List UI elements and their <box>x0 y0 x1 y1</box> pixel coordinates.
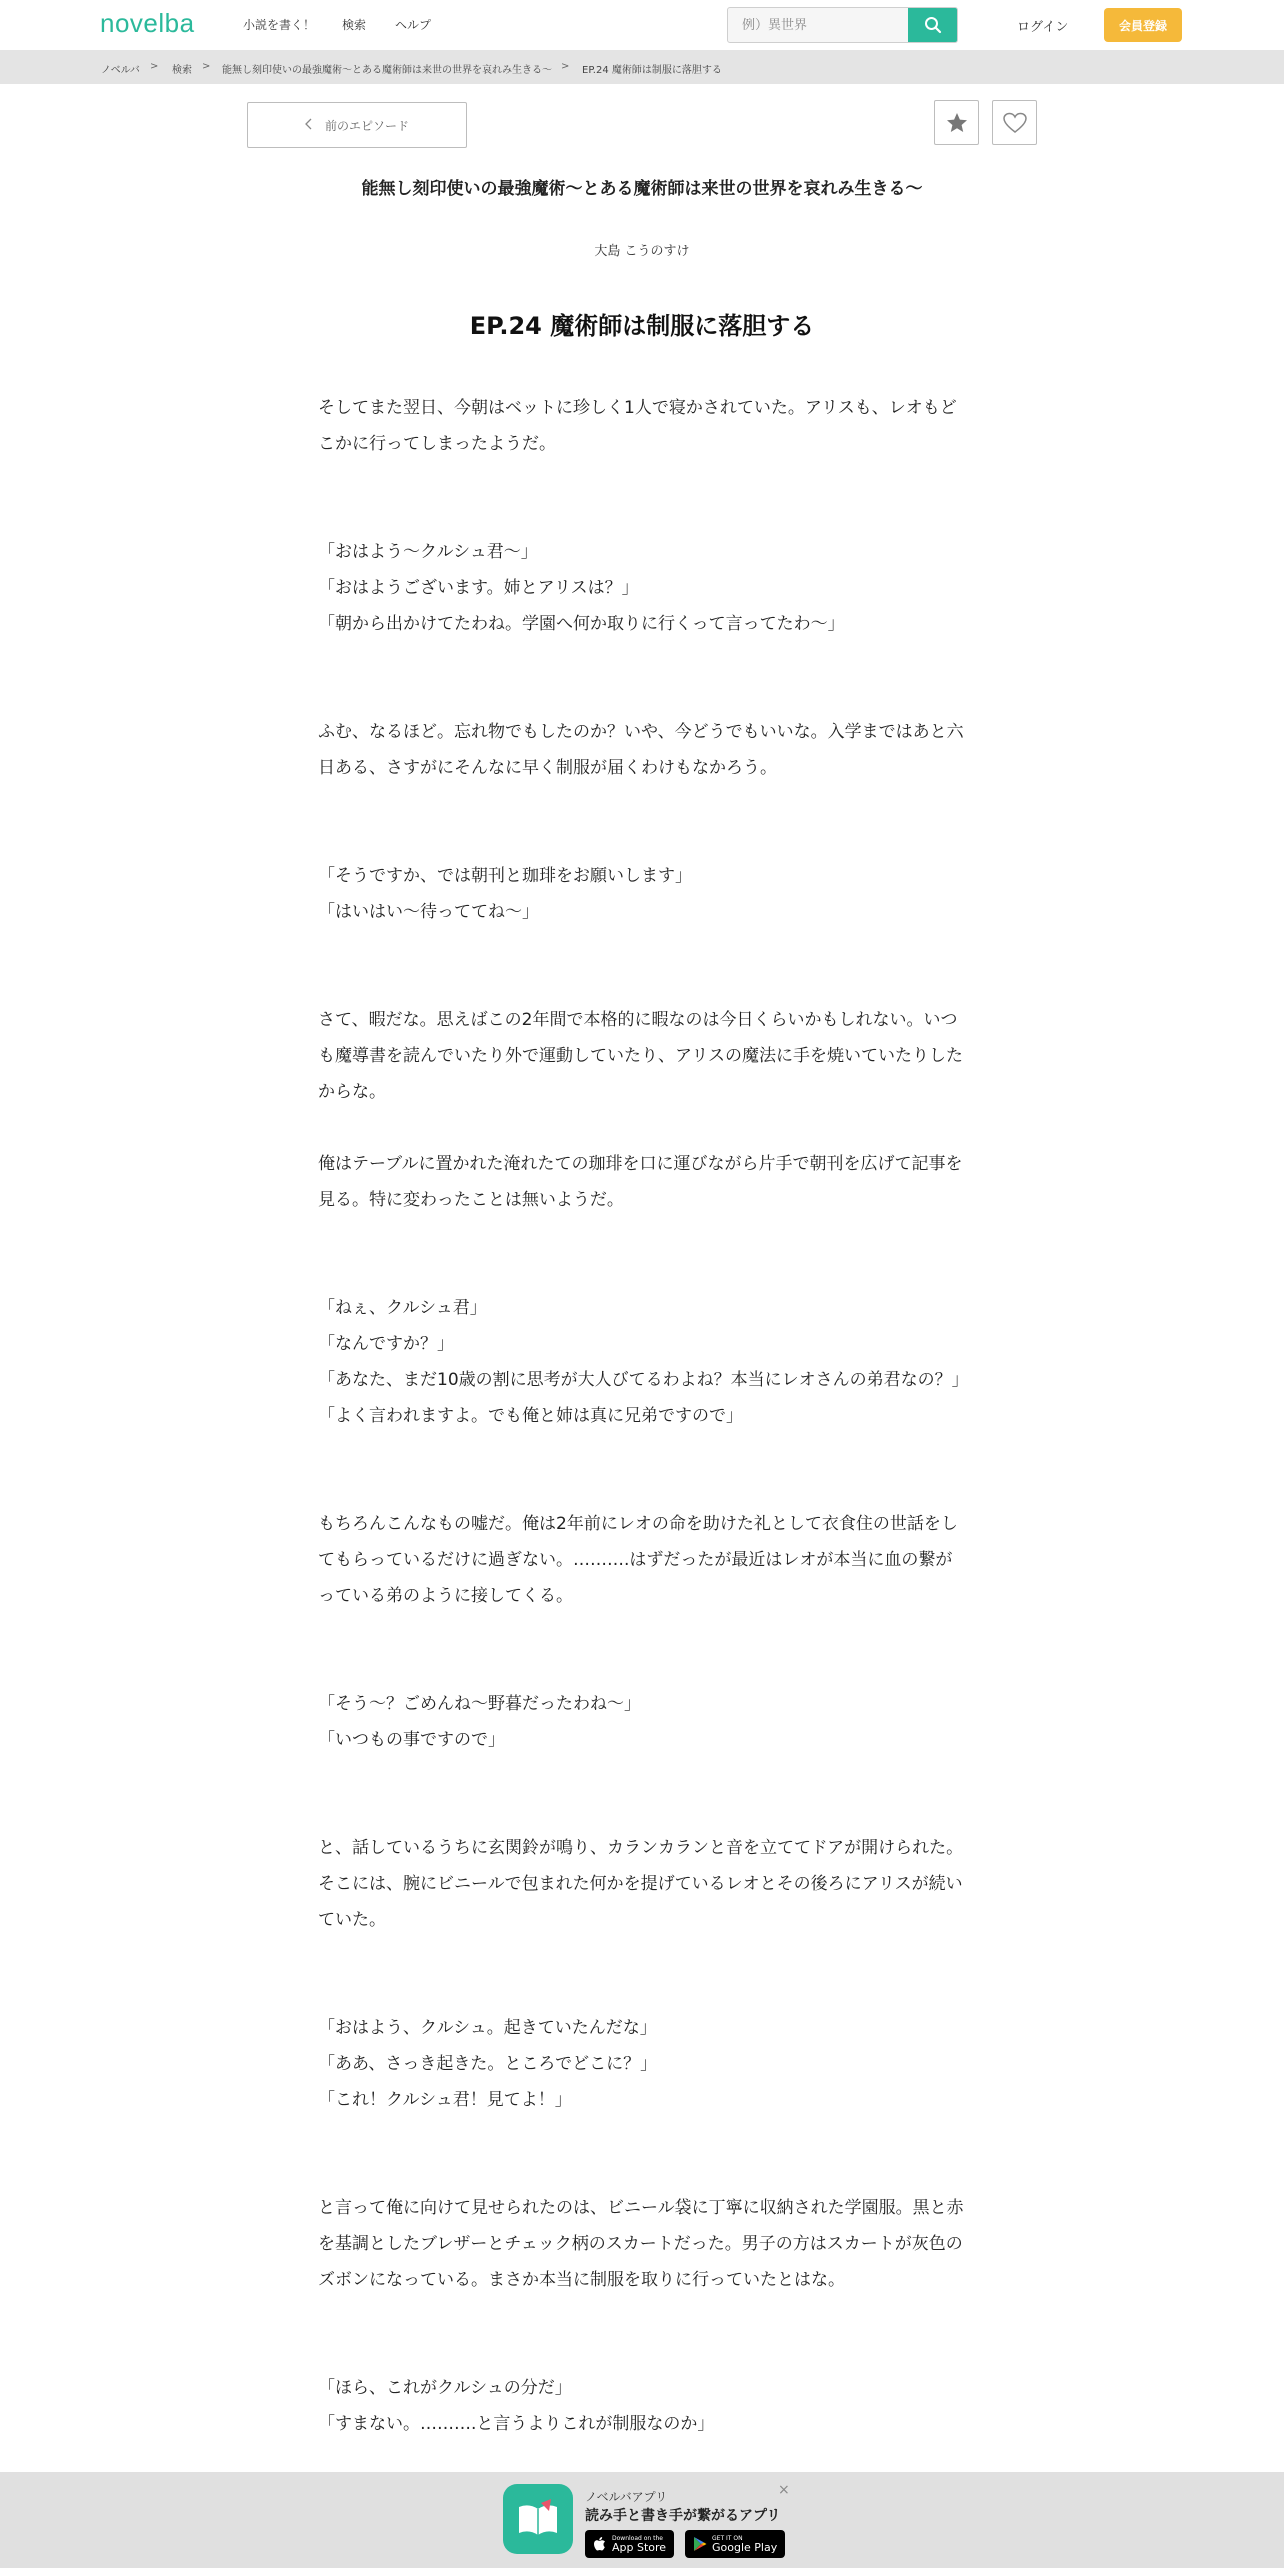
body-paragraph: 「おはよう〜クルシュ君〜」 <box>318 542 538 562</box>
nav-search[interactable]: 検索 <box>342 18 367 32</box>
breadcrumb-separator: > <box>561 61 570 72</box>
nav-help[interactable]: ヘルプ <box>395 18 432 32</box>
body-paragraph: 「おはようございます。姉とアリスは？」 <box>318 578 639 598</box>
body-paragraph: 「ねぇ、クルシュ君」 <box>318 1298 487 1318</box>
body-paragraph: 「はいはい〜待っててね〜」 <box>318 902 539 922</box>
episode-title: EP.24 魔術師は制服に落胆する <box>469 312 815 340</box>
body-paragraph: 「これ！クルシュ君！見てよ！」 <box>318 2090 572 2110</box>
search-input[interactable] <box>728 8 908 42</box>
search-box <box>727 7 958 43</box>
breadcrumb-item-work[interactable]: 能無し刻印使いの最強魔術〜とある魔術師は来世の世界を哀れみ生きる〜 <box>222 65 552 76</box>
body-paragraph: 「そう〜？ごめんね〜野暮だったわね〜」 <box>318 1694 641 1714</box>
body-paragraph: 「朝から出かけてたわね。学園へ何か取りに行くって言ってたわ〜」 <box>318 614 845 634</box>
body-paragraph: ふむ、なるほど。忘れ物でもしたのか？いや、今どうでもいいな。入学まではあと六日ある、さすがにそんなに早く制服が届くわけもなかろう。 <box>318 722 964 778</box>
app-icon[interactable] <box>503 2484 573 2554</box>
breadcrumb-separator: > <box>202 61 211 72</box>
app-store-label: App Store <box>612 2540 667 2554</box>
breadcrumb <box>0 50 1284 84</box>
app-store-caption: Download on the <box>612 2534 663 2542</box>
body-paragraph: 俺はテーブルに置かれた淹れたての珈琲を口に運びながら片手で朝刊を広げて記事を見る。特に変わったことは無いようだ。 <box>318 1154 963 1210</box>
breadcrumb-item-home[interactable]: ノベルバ <box>101 65 140 76</box>
previous-episode-button[interactable] <box>247 102 467 148</box>
app-promo-banner <box>0 2472 1284 2568</box>
body-paragraph: と、話しているうちに玄関鈴が鳴り、カランカランと音を立ててドアが開けられた。そこには、腕にビニールで包まれた何かを提げているレオとその後ろにアリスが続いていた。 <box>318 1838 964 1930</box>
body-paragraph: 「ほら、これがクルシュの分だ」 <box>318 2378 572 2398</box>
body-paragraph: そしてまた翌日、今朝はベットに珍しく1人で寝かされていた。アリスも、レオもどこかに行ってしまったようだ。 <box>318 398 957 454</box>
login-link[interactable]: ログイン <box>1017 20 1069 35</box>
breadcrumb-item-search[interactable]: 検索 <box>172 65 192 76</box>
body-paragraph: と言って俺に向けて見せられたのは、ビニール袋に丁寧に収納された学園服。黒と赤を基調としたブレザーとチェック柄のスカートだった。男子の方はスカートが灰色のズボンになっている。まさか本当に制服を取りに行っていたとはな。 <box>318 2198 964 2290</box>
site-logo[interactable]: novelba <box>100 8 195 38</box>
chevron-left-icon <box>305 118 313 133</box>
body-paragraph: 「すまない。……….と言うよりこれが制服なのか」 <box>318 2414 715 2434</box>
like-button[interactable] <box>992 100 1037 145</box>
body-paragraph: さて、暇だな。思えばこの2年間で本格的に暇なのは今日くらいかもしれない。いつも魔導書を読んでいたり外で運動していたり、アリスの魔法に手を焼いていたりしたからな。 <box>318 1010 963 1102</box>
register-button[interactable]: 会員登録 <box>1104 8 1182 42</box>
app-store-badge[interactable] <box>585 2530 674 2558</box>
previous-episode-label: 前のエピソード <box>324 118 409 133</box>
body-paragraph: 「そうですか、では朝刊と珈琲をお願いします」 <box>318 866 692 886</box>
body-paragraph: 「なんですか？」 <box>318 1334 454 1354</box>
book-icon <box>515 2499 561 2539</box>
body-paragraph: 「いつもの事ですので」 <box>318 1730 505 1750</box>
close-icon[interactable]: × <box>778 2482 790 2498</box>
app-tagline: 読み手と書き手が繋がるアプリ <box>585 2508 781 2524</box>
body-paragraph: 「よく言われますよ。でも俺と姉は真に兄弟ですので」 <box>318 1406 743 1426</box>
google-play-badge[interactable] <box>685 2530 785 2558</box>
breadcrumb-separator: > <box>150 61 159 72</box>
body-paragraph: 「ああ、さっき起きた。ところでどこに？」 <box>318 2054 658 2074</box>
breadcrumb-item-episode: EP.24 魔術師は制服に落胆する <box>582 65 722 76</box>
star-icon <box>945 111 969 135</box>
body-paragraph: 「あなた、まだ10歳の割に思考が大人びてるわよね？本当にレオさんの弟君なの？」 <box>318 1370 969 1390</box>
app-name: ノベルバアプリ <box>585 2490 668 2504</box>
body-paragraph: もちろんこんなもの嘘だ。俺は2年前にレオの命を助けた礼として衣食住の世話をしてもらっているだけに過ぎない。……….はずだったが最近はレオが本当に血の繋がっている弟のように接してくる。 <box>318 1514 958 1606</box>
search-button[interactable] <box>908 7 958 43</box>
google-play-icon <box>693 2536 707 2552</box>
google-play-label: Google Play <box>712 2540 778 2554</box>
body-paragraph: 「おはよう、クルシュ。起きていたんだな」 <box>318 2018 657 2038</box>
favorite-button[interactable] <box>934 100 979 145</box>
site-header <box>0 0 1284 50</box>
google-play-caption: GET IT ON <box>712 2534 743 2542</box>
work-title[interactable]: 能無し刻印使いの最強魔術〜とある魔術師は来世の世界を哀れみ生きる〜 <box>361 179 923 199</box>
heart-icon <box>1003 112 1027 134</box>
apple-icon <box>593 2536 607 2552</box>
nav-write-novel[interactable]: 小説を書く！ <box>243 18 316 32</box>
episode-body <box>318 390 969 2442</box>
author-name[interactable]: 大島 こうのすけ <box>594 244 690 259</box>
search-icon <box>924 16 942 34</box>
